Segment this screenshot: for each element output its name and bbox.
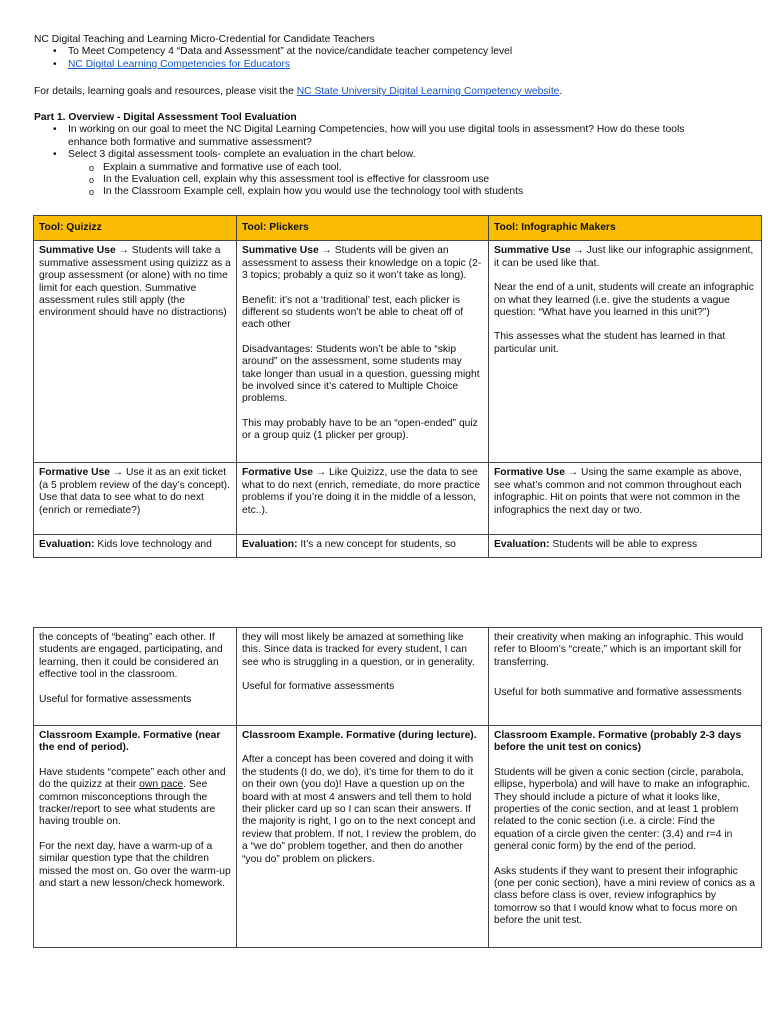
list-item (34, 59, 744, 71)
classroom-text: Have students “compete” each other and do the quizizz at their (39, 766, 226, 791)
classroom-paragraph (39, 767, 231, 829)
plickers-note: This may probably have to be an “open-ended” quiz or a group quiz (1 plicker per group). (242, 417, 478, 442)
competencies-link[interactable]: NC Digital Learning Competencies for Educators (68, 58, 291, 70)
evaluation-table (33, 215, 762, 558)
evaluation-cont-quizizz (34, 628, 237, 726)
evaluation-cell-infographic (489, 535, 762, 557)
evaluation-text: It’s a new concept for students, so (297, 539, 456, 551)
classroom-cell-quizizz (34, 726, 237, 948)
formative-label: Formative Use → (242, 467, 327, 479)
summative-label: Summative Use → (494, 245, 584, 257)
infographic-summative-note: This assesses what the student has learned in that particular unit. (494, 331, 726, 355)
classroom-text: . See common misconceptions through the tracker/report to see what students are having trouble on. (39, 779, 216, 828)
part1-subbullets (34, 162, 746, 199)
classroom-cell-infographic (489, 726, 762, 948)
evaluation-cell-plickers (237, 535, 489, 557)
evaluation-label: Evaluation: (242, 539, 298, 551)
evaluation-usefulness: Useful for formative assessments (242, 681, 395, 693)
document-title: NC Digital Teaching and Learning Micro-Credential for Candidate Teachers (34, 34, 375, 45)
list-item: o Explain a summative and formative use of each tool. (34, 162, 746, 174)
plickers-disadvantages: Disadvantages: Students won’t be able to “skip around” on the assessment, some students may take longer than usual in a question, guessing might be involved since it’s catered to Multiple Choice problems. (242, 343, 480, 405)
formative-cell-plickers (237, 463, 489, 535)
part1-bullets (34, 124, 746, 161)
evaluation-usefulness: Useful for both summative and formative assessments (494, 687, 742, 699)
evaluation-label: Evaluation: (39, 539, 95, 551)
ncsu-competency-link[interactable]: NC State University Digital Learning Competency website (296, 86, 560, 97)
classroom-title: Classroom Example. Formative (probably 2-3 days before the unit test on conics) (494, 730, 742, 754)
details-line (34, 86, 744, 98)
summative-label: Summative Use → (242, 245, 332, 257)
summative-cell-quizizz (34, 241, 237, 463)
classroom-title: Classroom Example. Formative (during lecture). (242, 730, 477, 741)
summative-cell-infographic (489, 241, 762, 463)
evaluation-table-continued (33, 627, 762, 948)
evaluation-text: Students will be able to express (549, 539, 698, 551)
formative-label: Formative Use → (39, 467, 124, 479)
summative-cell-plickers (237, 241, 489, 463)
part1-section (34, 112, 746, 199)
list-item: • To Meet Competency 4 “Data and Assessment” at the novice/candidate teacher competency level (34, 46, 744, 58)
header-cell-infographic: Tool: Infographic Makers (489, 216, 762, 241)
list-item: o In the Classroom Example cell, explain how you would use the technology tool with students (34, 186, 746, 198)
evaluation-cell-quizizz (34, 535, 237, 557)
classroom-title: Classroom Example. Formative (near the end of period). (39, 730, 221, 754)
list-item: • Select 3 digital assessment tools- complete an evaluation in the chart below. (34, 149, 746, 161)
evaluation-usefulness: Useful for formative assessments (39, 693, 192, 705)
evaluation-cont-plickers (237, 628, 489, 726)
formative-cell-quizizz (34, 463, 237, 535)
classroom-text-underlined: own pace (139, 779, 184, 791)
evaluation-cont-text: the concepts of “beating” each other. If students are engaged, participating, and learning, then it could be considered an effective tool in the classroom. (39, 632, 223, 681)
classroom-paragraph: Asks students if they want to present their infographic (one per conic section), have a mini review of conics as a class before class is over, review infographics by tomorrow so that I would know what to focus more on before the unit test. (494, 865, 755, 927)
summative-text: Students will take a summative assessment using quizizz as a group assessment (or alone) with no time limit for each question. Summative assessment rules still apply (the environment should have no distractions) (39, 245, 231, 319)
document-header (34, 34, 744, 71)
summative-label: Summative Use → (39, 245, 129, 257)
header-bullets (34, 46, 744, 71)
header-cell-quizizz: Tool: Quizizz (34, 216, 237, 241)
plickers-benefit: Benefit: it’s not a ‘traditional’ test, each plicker is different so students won’t be able to cheat off of each other (242, 294, 464, 331)
infographic-summative-detail: Near the end of a unit, students will create an infographic on what they learned (i.e. give the students a vague question: “What have you learned in this unit?”) (494, 282, 754, 319)
formative-cell-infographic (489, 463, 762, 535)
formative-text: Like Quizizz, use the data to see what to do next (enrich, remediate, do more practice problems if you’re doing it in the middle of a lesson, etc..). (242, 467, 481, 516)
classroom-paragraph: After a concept has been covered and doing it with the students (I do, we do), it’s time for them to do it on their own (you do)! Have a question up on the board with at most 4 answers and tell them to hold their plicker card up so I can scan their answers. If the majority is right, I go on to the next concept and review that problem. If not, I review the problem, do a “we do” problem together, and then do another “you do” problem on plickers. (242, 754, 477, 865)
list-item: • In working on our goal to meet the NC Digital Learning Competencies, how will you use digital tools in assessment? How do these tools enhance both formative and summative assessment? (34, 124, 746, 149)
classroom-paragraph: Students will be given a conic section (circle, parabola, ellipse, hyperbola) and will have to make an infographic. They should include a picture of what it looks like, properties of the conic section, and at least 1 problem related to the conic section (i.e. a circle: Find the equation of a circle given the center: (3,4) and r=4 in general conic form) by the end of the period. (494, 766, 750, 853)
evaluation-cont-text: they will most likely be amazed at something like this. Since data is tracked for every student, I can see who is struggling in a question, or in generality. (242, 632, 475, 668)
part1-heading: Part 1. Overview - Digital Assessment Tool Evaluation (34, 112, 297, 123)
summative-text: Just like our infographic assignment, it can be used like that. (494, 245, 754, 269)
formative-text: Use it as an exit ticket (a 5 problem review of the day’s concept). Use that data to see what to do next (enrich or remediate?) (39, 467, 230, 516)
list-item: o In the Evaluation cell, explain why this assessment tool is effective for classroom use (34, 174, 746, 186)
header-cell-plickers: Tool: Plickers (237, 216, 489, 241)
summative-text: Students will be given an assessment to assess their knowledge on a topic (2-3 topics; probably a quiz so it won’t take as long). (242, 245, 482, 282)
evaluation-text: Kids love technology and (94, 539, 212, 551)
evaluation-cont-infographic (489, 628, 762, 726)
classroom-cell-plickers (237, 726, 489, 948)
formative-text: Using the same example as above, see what’s common and not common throughout each infographic. Hit on points that were not common in the infographics the next day or two. (494, 467, 742, 516)
evaluation-cont-text: their creativity when making an infographic. This would refer to Bloom’s “create,” which is an important skill for transferring. (494, 632, 744, 668)
details-prefix: For details, learning goals and resources, please visit the (34, 86, 297, 97)
formative-label: Formative Use → (494, 467, 579, 479)
evaluation-label: Evaluation: (494, 539, 550, 551)
details-suffix: . (559, 86, 563, 97)
classroom-paragraph: For the next day, have a warm-up of a similar question type that the children missed the most on. Go over the warm-up and start a new lesson/check homework. (39, 840, 231, 890)
